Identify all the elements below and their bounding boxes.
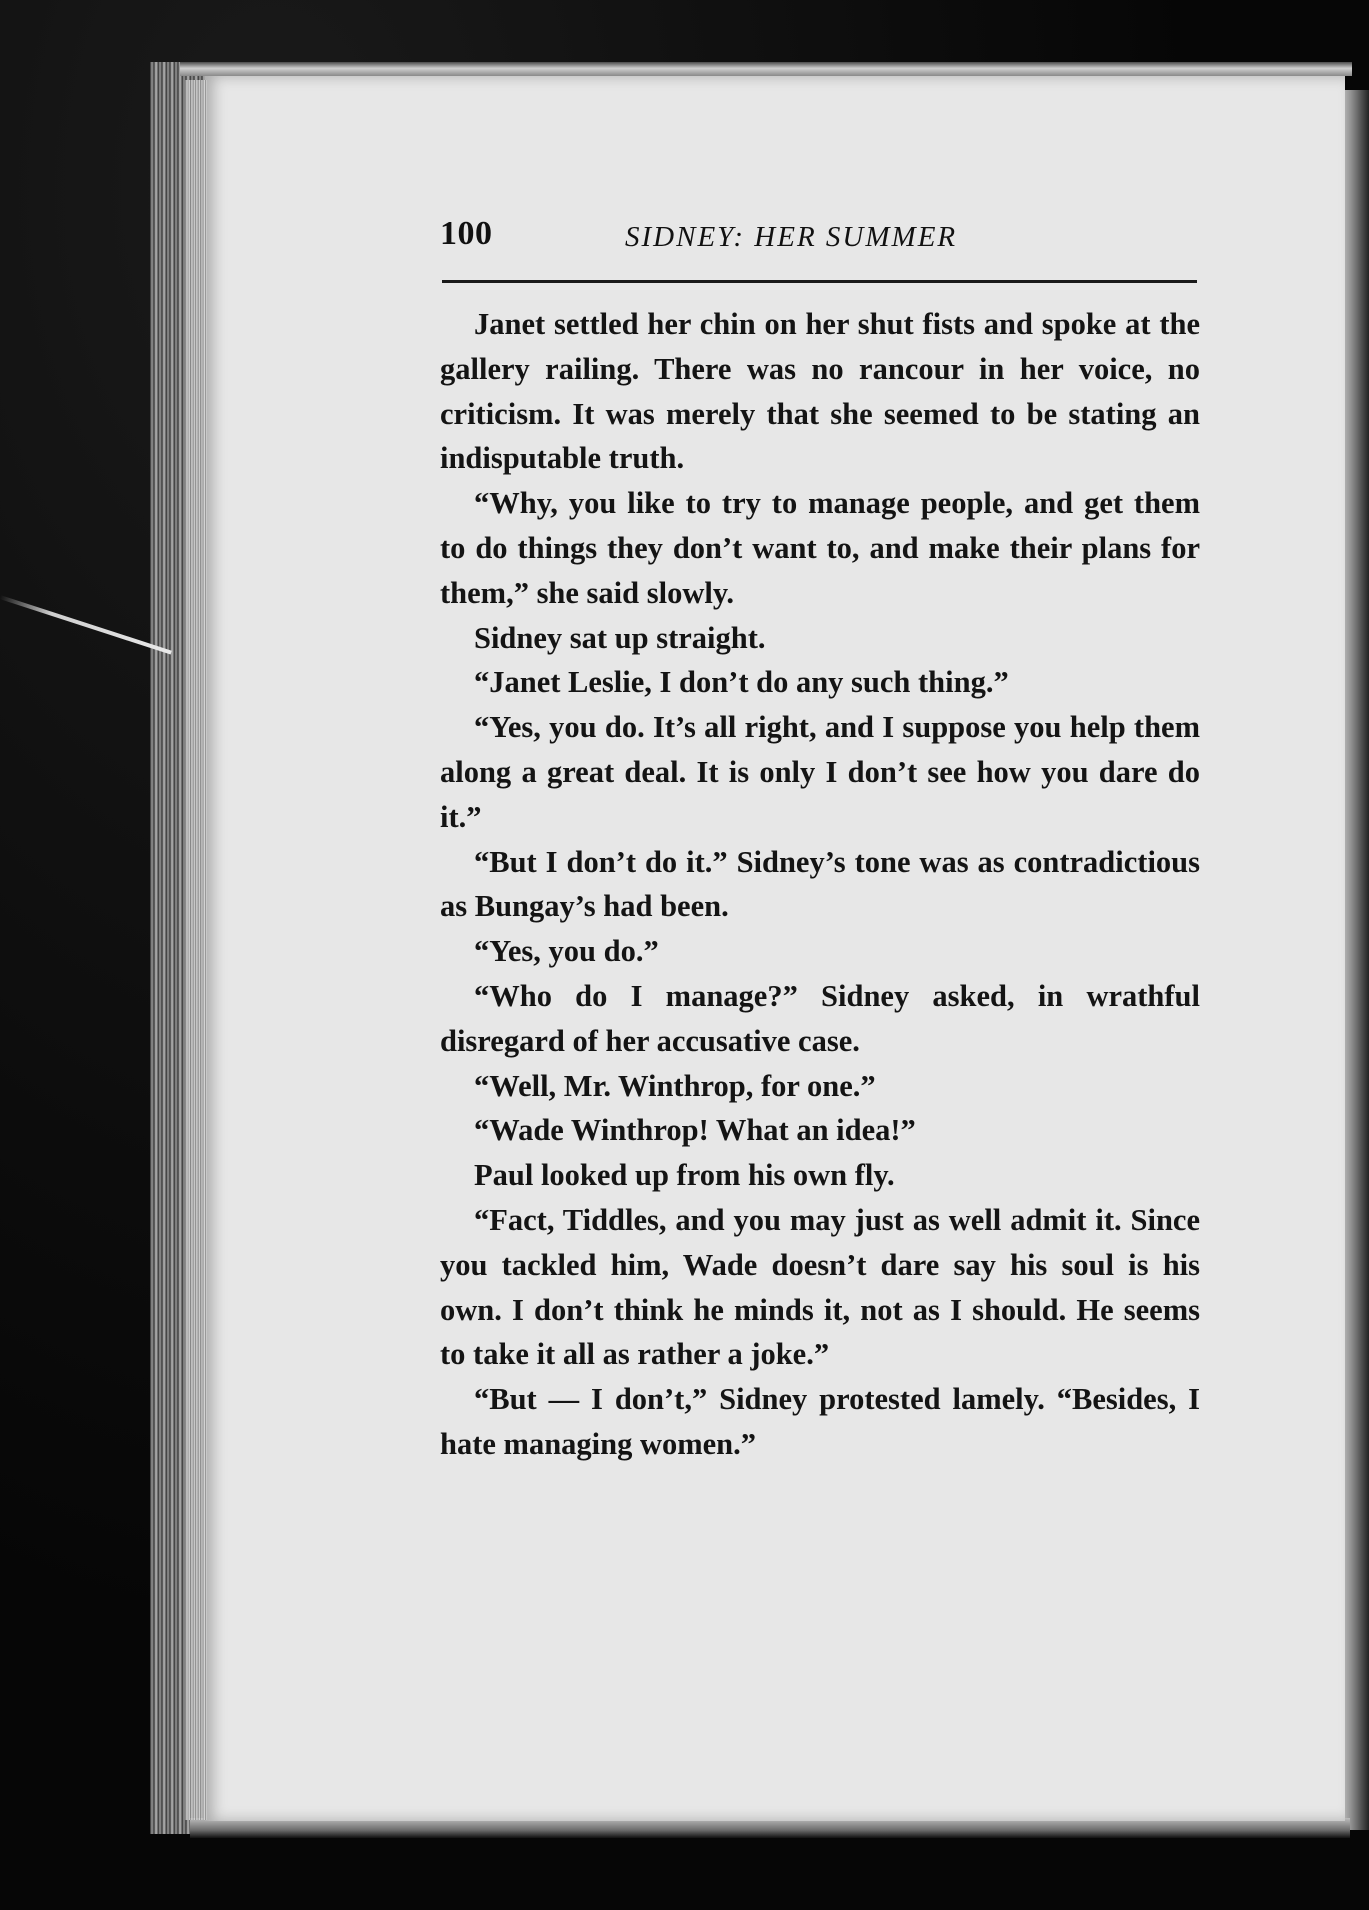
paragraph: “Fact, Tiddles, and you may just as well admit it. Since you tackled him, Wade doesn’t dare say his soul is his own. I don’t think he minds it, not as I should. He seems to take it all as rather a joke.”	[440, 1202, 1200, 1372]
running-head-title: SIDNEY: HER SUMMER	[625, 221, 958, 253]
paragraph: “Well, Mr. Winthrop, for one.”	[474, 1068, 876, 1103]
paragraph: “Yes, you do.”	[474, 934, 659, 969]
book-top-edge	[180, 62, 1352, 76]
page-number: 100	[440, 215, 493, 252]
body-text	[440, 302, 1200, 1467]
page-content	[440, 215, 1200, 1461]
paragraph: “But — I don’t,” Sidney protested lamely. “Besides, I hate managing women.”	[440, 1382, 1200, 1461]
paragraph: Sidney sat up straight.	[474, 620, 766, 655]
paragraph: “Why, you like to try to manage people, and get them to do things they don’t want to, and make their plans for them,” she said slowly.	[440, 486, 1200, 610]
paragraph: “Who do I manage?” Sidney asked, in wrathful disregard of her accusative case.	[440, 978, 1200, 1058]
paragraph: “Wade Winthrop! What an idea!”	[474, 1113, 916, 1148]
paragraph: “Janet Leslie, I don’t do any such thing.”	[474, 665, 1009, 700]
paragraph: “Yes, you do. It’s all right, and I suppose you help them along a great deal. It is only I don’t see how you dare do it.”	[440, 710, 1200, 834]
header-rule	[442, 280, 1197, 283]
paragraph: “But I don’t do it.” Sidney’s tone was as contradictious as Bungay’s had been.	[440, 844, 1200, 924]
book-bottom-edge	[190, 1818, 1350, 1838]
inner-page-edges	[185, 80, 207, 1820]
paragraph: Janet settled her chin on her shut fists and spoke at the gallery railing. There was no rancour in her voice, no criticism. It was merely that she seemed to be stating an indisputable truth.	[440, 307, 1200, 476]
paragraph: Paul looked up from his own fly.	[474, 1158, 895, 1193]
running-head	[440, 215, 1200, 263]
